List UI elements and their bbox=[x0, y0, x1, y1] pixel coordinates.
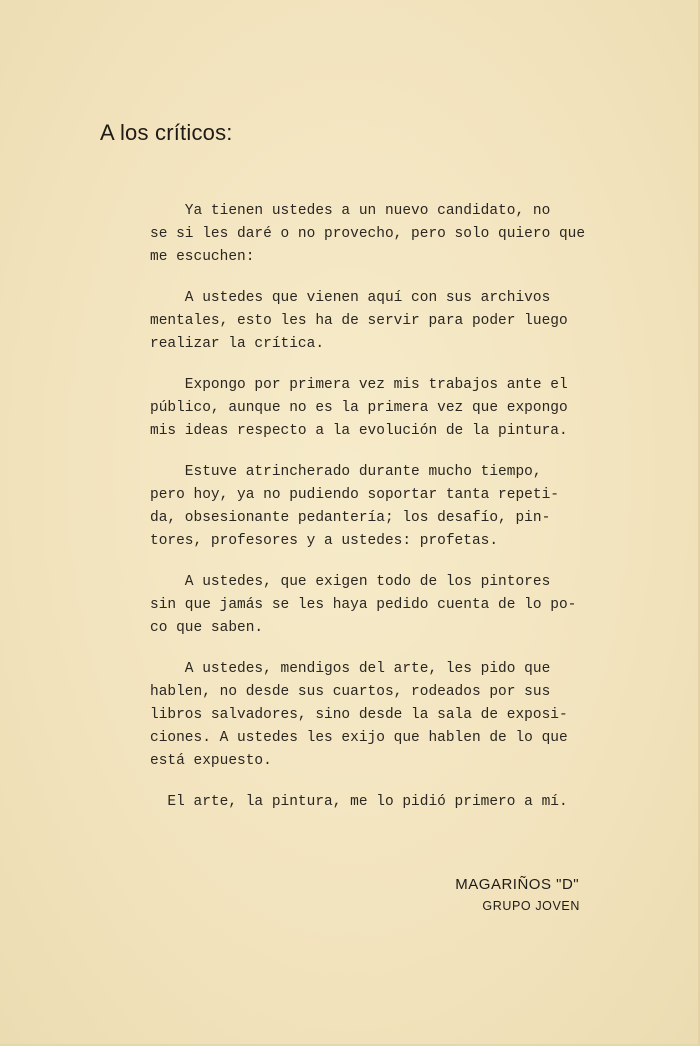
signature-group: GRUPO JOVEN bbox=[482, 899, 580, 913]
paragraph bbox=[150, 200, 630, 269]
text-line: público, aunque no es la primera vez que expongo bbox=[150, 400, 568, 416]
text-line: El arte, la pintura, me lo pidió primero a mí. bbox=[150, 794, 568, 810]
signature-block bbox=[454, 876, 580, 913]
document-heading: A los críticos: bbox=[100, 120, 233, 145]
letter-body bbox=[150, 200, 630, 832]
paragraph bbox=[150, 791, 630, 814]
text-line: mis ideas respecto a la evolución de la pintura. bbox=[150, 423, 568, 439]
paragraph bbox=[150, 374, 630, 443]
paragraph bbox=[150, 461, 630, 553]
text-line: realizar la crítica. bbox=[150, 336, 325, 352]
text-line: A ustedes que vienen aquí con sus archivos bbox=[150, 290, 551, 306]
signature-name: MAGARIÑOS "D" bbox=[455, 876, 580, 893]
text-line: ciones. A ustedes les exijo que hablen de lo que bbox=[150, 730, 568, 746]
text-line: hablen, no desde sus cuartos, rodeados por sus bbox=[150, 684, 551, 700]
text-line: Ya tienen ustedes a un nuevo candidato, no bbox=[150, 203, 551, 219]
text-line: mentales, esto les ha de servir para poder luego bbox=[150, 313, 568, 329]
text-line: pero hoy, ya no pudiendo soportar tanta repeti- bbox=[150, 487, 559, 503]
paragraph bbox=[150, 658, 630, 773]
paragraph bbox=[150, 571, 630, 640]
text-line: me escuchen: bbox=[150, 249, 255, 265]
text-line: Expongo por primera vez mis trabajos ante el bbox=[150, 377, 568, 393]
text-line: Estuve atrincherado durante mucho tiempo, bbox=[150, 464, 542, 480]
text-line: se si les daré o no provecho, pero solo quiero que bbox=[150, 226, 586, 242]
text-line: sin que jamás se les haya pedido cuenta de lo po- bbox=[150, 597, 577, 613]
text-line: A ustedes, que exigen todo de los pintores bbox=[150, 574, 551, 590]
paragraph bbox=[150, 287, 630, 356]
text-line: A ustedes, mendigos del arte, les pido que bbox=[150, 661, 551, 677]
text-line: tores, profesores y a ustedes: profetas. bbox=[150, 533, 499, 549]
text-line: co que saben. bbox=[150, 620, 264, 636]
text-line: libros salvadores, sino desde la sala de exposi- bbox=[150, 707, 568, 723]
text-line: está expuesto. bbox=[150, 753, 272, 769]
text-line: da, obsesionante pedantería; los desafío, pin- bbox=[150, 510, 551, 526]
